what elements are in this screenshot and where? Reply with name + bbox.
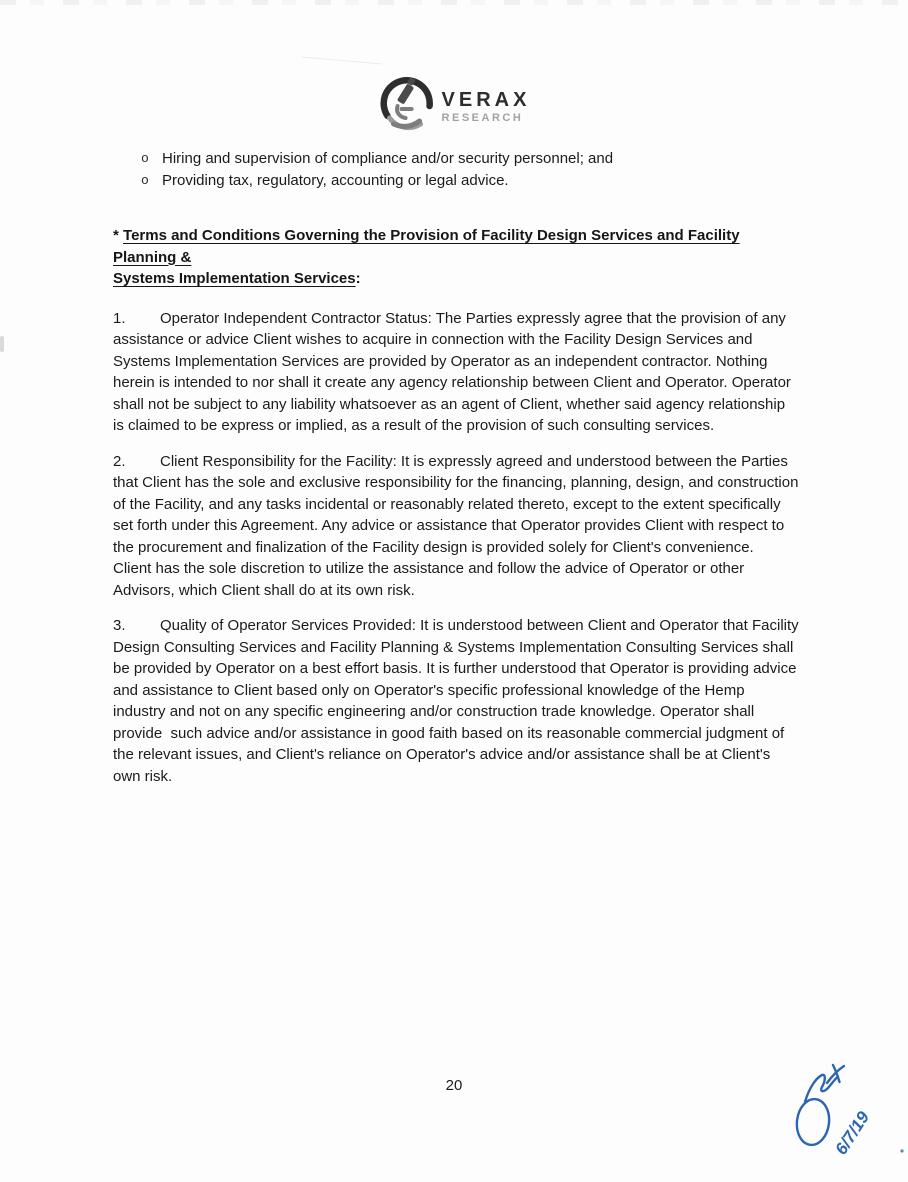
list-item	[113, 170, 799, 192]
logo-title: VERAX	[441, 88, 531, 111]
paragraph-text: Quality of Operator Services Provided: It is understood between Client and Operator that Facility Design Consulting Services and Facility Planning & Systems Implementation Consulting Services shall be provided by Operator on a best effort basis. It is further understood that Operator is providing advice and assistance to Client based only on Operator's specific professional knowledge of the Hemp industry and not on any specific engineering and/or construction trade knowledge. Operator shall provide such advice and/or assistance in good faith based on its reasonable commercial judgment of the relevant issues, and Client's reliance on Operator's advice and/or assistance shall be at Client's own risk.	[113, 617, 803, 785]
logo-subtitle: RESEARCH	[441, 111, 524, 124]
handwritten-signature	[780, 1038, 908, 1160]
paragraph-text: Operator Independent Contractor Status: The Parties expressly agree that the provision of any assistance or advice Client wishes to acquire in connection with the Facility Design Services and Systems Implementation Services are provided by Operator as an independent contractor. Nothing herein is intended to nor shall it create any agency relationship between Client and Operator. Operator shall not be subject to any liability whatsoever as an agent of Client, whether said agency relationship is claimed to be express or implied, as a result of the provision of such consulting services.	[113, 309, 796, 434]
numbered-paragraph-3	[113, 615, 803, 787]
heading-asterisk: *	[113, 227, 124, 244]
scan-artifact-scratch	[302, 57, 382, 65]
section-heading	[113, 225, 799, 290]
bullet-text: Hiring and supervision of compliance and/or security personnel; and	[162, 150, 614, 167]
heading-line1: Terms and Conditions Governing the Provision of Facility Design Services and Facility Planning &	[113, 227, 740, 266]
heading-colon: :	[355, 270, 361, 287]
bullet-list	[113, 148, 799, 191]
microscope-circle-icon	[378, 72, 440, 141]
circle-bullet-icon: o	[141, 172, 149, 188]
paragraph-number: 1.	[113, 309, 126, 327]
heading-line2: Systems Implementation Services	[113, 270, 356, 287]
scan-noise-top-edge	[0, 0, 908, 5]
numbered-paragraph-2	[113, 451, 803, 602]
scan-artifact-left	[0, 336, 4, 352]
paragraph-number: 2.	[113, 452, 126, 470]
verax-research-logo	[378, 72, 531, 141]
circle-bullet-icon: o	[141, 151, 149, 166]
document-body	[113, 148, 803, 801]
numbered-paragraph-1	[113, 308, 799, 437]
paragraph-number: 3.	[113, 617, 126, 634]
list-item	[113, 148, 799, 170]
bullet-text: Providing tax, regulatory, accounting or legal advice.	[162, 171, 509, 189]
signature-date: 6/7/19	[831, 1108, 874, 1159]
page-number: 20	[445, 1077, 463, 1094]
paragraph-text: Client Responsibility for the Facility: It is expressly agreed and understood between the Parties that Client has the sole and exclusive responsibility for the financing, planning, design, and construction of the Facility, and any tasks incidental or reasonably related thereto, except to the extent specifically set forth under this Agreement. Any advice or assistance that Operator provides Client with respect to the procurement and finalization of the Facility design is provided solely for Client's convenience. Client has the sole discretion to utilize the assistance and follow the advice of Operator or other Advisors, which Client shall do at its own risk.	[113, 452, 803, 599]
